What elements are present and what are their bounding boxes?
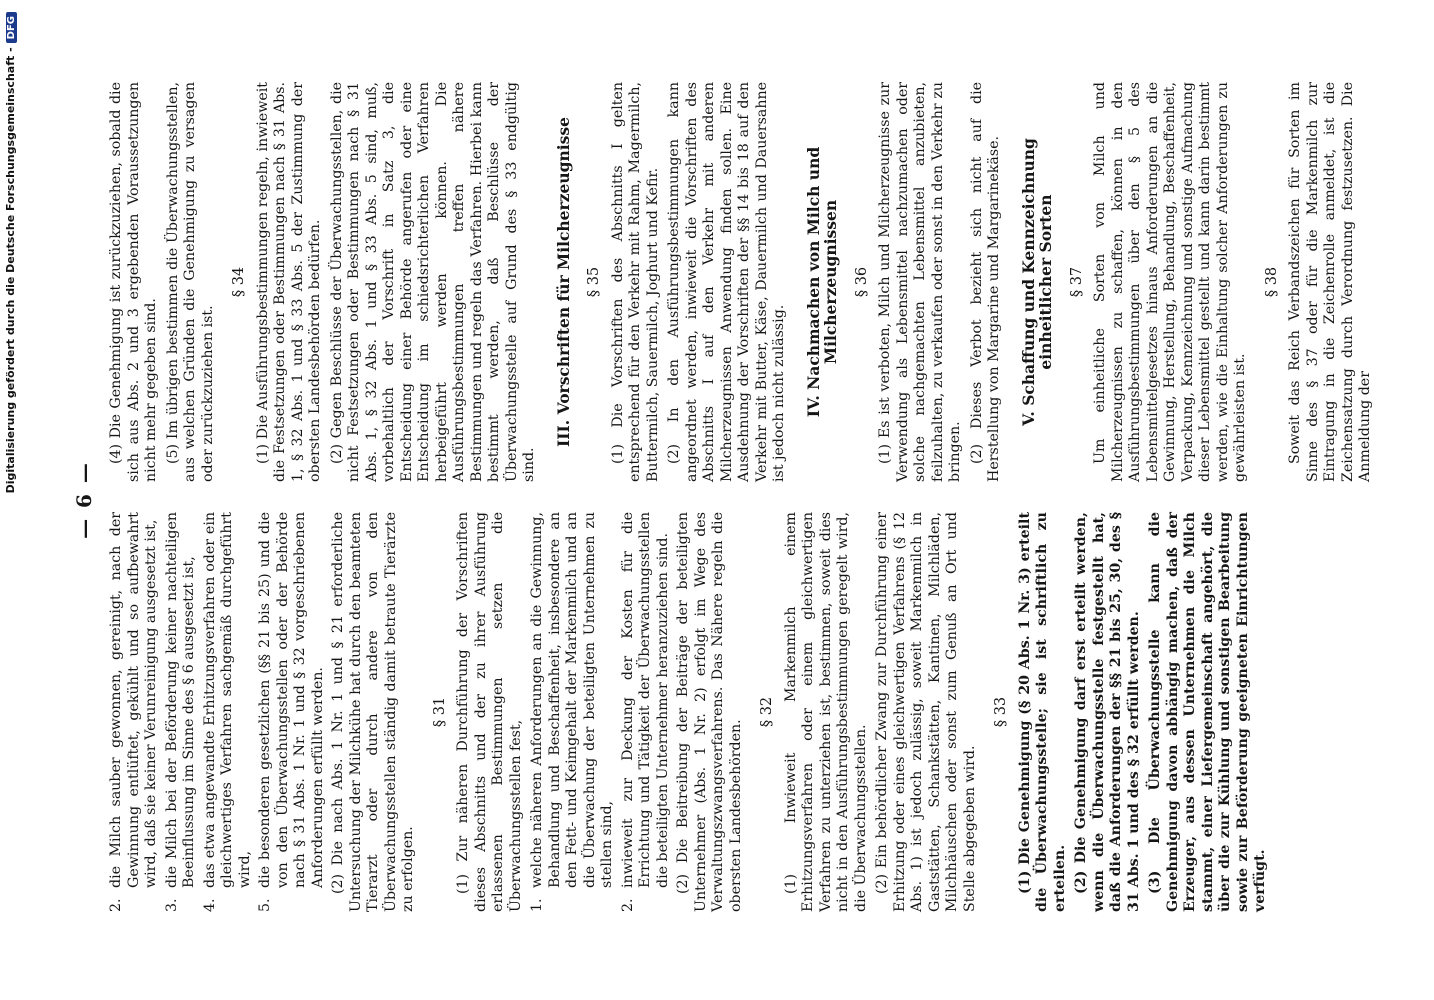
paragraph: Soweit das Reich Verbandszeichen für Sorten im Sinne des § 37 oder für die Markenmilch zur Eintragung in die Zeichenrolle anmeldet, ist die Zeichensatzung durch Verordnung festzusetzen. Die Anmeldung der (1287, 82, 1373, 482)
right-column (108, 82, 1379, 482)
paragraph: (2) In den Ausführungsbestimmungen kann angeordnet werden, inwieweit die Vorschriften des Abschnitts I auf den Verkehr mit anderen Milcherzeugnissen Anwendung finden sollen. Eine Ausdehnung der Vorschriften der §§ 14 bis 18 auf den Verkehr mit Butter, Käse, Dauermilch und Dauersahne ist jedoch nicht zulässig. (666, 82, 787, 482)
chapter-heading-v: V. Schaffung und Kennzeichnung einheitlicher Sorten (1018, 138, 1055, 426)
paragraph: (1) Die Ausführungsbestimmungen regeln, inwieweit die Festsetzungen oder Bestimmungen nach § 31 Abs. 1, § 32 Abs. 1 und § 33 Abs. 5 der Zustimmung der obersten Landesbehörden bedürfen. (254, 82, 323, 482)
section-heading-37: § 37 (1068, 266, 1085, 298)
section-heading-38: § 38 (1263, 266, 1280, 298)
section-heading-34: § 34 (231, 266, 247, 298)
chapter-heading-iv: IV. Nachmachen von Milch und Milcherzeugnissen (803, 146, 840, 418)
section-heading-33: § 33 (993, 696, 1009, 728)
section-heading-36: § 36 (853, 266, 870, 298)
paragraph: (1) Es ist verboten, Milch und Milcherzeugnisse zur Verwendung als Lebensmittel nachzumachen oder solche nachgemachten Lebensmittel anzubieten, feilzuhalten, zu verkaufen oder sonst in den Verkehr zu bringen. (877, 82, 963, 482)
paragraph: (2) Ein behördlicher Zwang zur Durchführung einer Erhitzung oder eines gleichwertigen Verfahrens (§ 12 Abs. 1) ist jedoch zulässig, soweit Markenmilch in Gaststätten, Schankstätten, Kantinen, Milchläden, Milchhäuschen oder sonst zum Genuß an Ort und Stelle abgegeben wird. (874, 512, 978, 912)
paragraph: (2) Die Beitreibung der Beiträge der beteiligten Unternehmer (Abs. 1 Nr. 2) erfolgt im Wege des Verwaltungszwangsverfahrens. Das Nähere regeln die obersten Landesbehörden. (675, 512, 744, 912)
section-heading-35: § 35 (586, 266, 602, 298)
dfg-logo: DFG (6, 12, 17, 43)
left-column (108, 512, 1274, 912)
page-number: — 6 — (72, 461, 96, 539)
section-heading-32: § 32 (759, 696, 775, 728)
paragraph: (2) Die Genehmigung darf erst erteilt werden, wenn die Überwachungsstelle festgestellt hat, daß die Anforderungen der §§ 21 bis 25, 30, des § 31 Abs. 1 und des § 32 erfüllt werden. (1073, 512, 1142, 912)
section-heading-31: § 31 (431, 696, 448, 728)
paragraph: (3) Die Überwachungsstelle kann die Genehmigung davon abhängig machen, daß der Erzeuger, aus dessen Unternehmen die Milch stammt, einer Liefergemeinschaft angehört, die über die zur Kühlung und sonstigen Bearbeitung sowie zur Beförderung geeigneten Einrichtungen verfügt. (1147, 512, 1268, 912)
chapter-heading-iii: III. Vorschriften für Milcherzeugnisse (553, 117, 573, 447)
paragraph: (1) Zur näheren Durchführung der Vorschriften dieses Abschnitts und der zu ihrer Ausführung erlassenen Bestimmungen setzen die Überwachungsstellen fest, (455, 512, 524, 912)
list-item: 3. die Milch bei der Beförderung keiner nachteiligen Beeinflussung im Sinne des § 6 ausgesetzt ist, (163, 512, 197, 912)
paragraph: (2) Gegen Beschlüsse der Überwachungsstellen, die nicht Festsetzungen oder Bestimmungen nach § 31 Abs. 1, § 32 Abs. 1 und § 33 Abs. 5 sind, muß, vorbehaltlich der Vorschrift in Satz 3, die Entscheidung einer Behörde angerufen oder eine Entscheidung im schiedsrichterlichen Verfahren herbeigeführt werden können. Die Ausführungsbestimmungen treffen nähere Bestimmungen und regeln das Verfahren. Hierbei kann bestimmt werden, daß Beschlüsse der Überwachungsstelle auf Grund des § 33 endgültig sind. (328, 82, 537, 482)
paragraph: (2) Dieses Verbot bezieht sich nicht auf die Herstellung von Margarine und Margarinekäse. (968, 82, 1002, 482)
paragraph: (1) Inwieweit Markenmilch einem Erhitzungsverfahren oder einem gleichwertigen Verfahren zu unterziehen ist, bestimmen, soweit dies nicht in den Ausführungsbestimmungen geregelt wird, die Überwachungsstellen. (782, 512, 869, 912)
paragraph: (5) Im übrigen bestimmen die Überwachungsstellen, aus welchen Gründen die Genehmigung zu versagen oder zurückzuziehen ist. (164, 82, 216, 482)
paragraph: Um einheitliche Sorten von Milch und Milcherzeugnissen zu schaffen, können in den Ausführungsbestimmungen über den § 5 des Lebensmittelgesetzes hinaus Anforderungen an die Gewinnung, Herstellung, Behandlung, Beschaffenheit, Verpackung, Kennzeichnung und sonstige Aufmachung dieser Lebensmittel gestellt und kann darin bestimmt werden, wie die Einhaltung solcher Anforderungen zu gewährleisten ist. (1092, 82, 1248, 482)
paragraph: (4) Die Genehmigung ist zurückzuziehen, sobald die sich aus Abs. 2 und 3 ergebenden Voraussetzungen nicht mehr gegeben sind. (108, 82, 159, 482)
paragraph: (1) Die Vorschriften des Abschnitts I gelten entsprechend für den Verkehr mit Rahm, Magermilch, Buttermilch, Sauermilch, Joghurt und Kefir. (609, 82, 661, 482)
digitization-note-text: Digitalisierung gefördert durch die Deutsche Forschungsgemeinschaft - (4, 47, 17, 494)
list-item: 4. das etwa angewandte Erhitzungsverfahren oder ein gleichwertiges Verfahren sachgemäß durchgeführt wird, (201, 512, 253, 912)
list-item: 5. die besonderen gesetzlichen (§§ 21 bis 25) und die von den Überwachungsstellen oder der Behörde nach § 31 Abs. 1 Nr. 1 und § 32 vorgeschriebenen Anforderungen erfüllt werden. (257, 512, 326, 912)
digitization-note (4, 12, 17, 988)
paragraph: (1) Die Genehmigung (§ 20 Abs. 1 Nr. 3) erteilt die Überwachungsstelle; sie ist schriftlich zu erteilen. (1016, 512, 1068, 912)
paragraph: (2) Die nach Abs. 1 Nr. 1 und § 21 erforderliche Untersuchung der Milchkühe hat durch den beamteten Tierarzt oder durch andere von den Überwachungsstellen ständig damit betraute Tierärzte zu erfolgen. (330, 512, 416, 912)
list-item: 1. welche näheren Anforderungen an die Gewinnung, Behandlung und Beschaffenheit, insbesondere an den Fett- und Keimgehalt der Markenmilch und an die Überwachung der beteiligten Unternehmen zu stellen sind, (529, 512, 615, 912)
list-item: 2. inwieweit zur Deckung der Kosten für die Errichtung und Tätigkeit der Überwachungsstellen die beteiligten Unternehmer heranzuziehen sind. (619, 512, 671, 912)
list-item: 2. die Milch sauber gewonnen, gereinigt, nach der Gewinnung entlüftet, gekühlt und so aufbewahrt wird, daß sie keiner Verunreinigung ausgesetzt ist, (108, 512, 159, 912)
